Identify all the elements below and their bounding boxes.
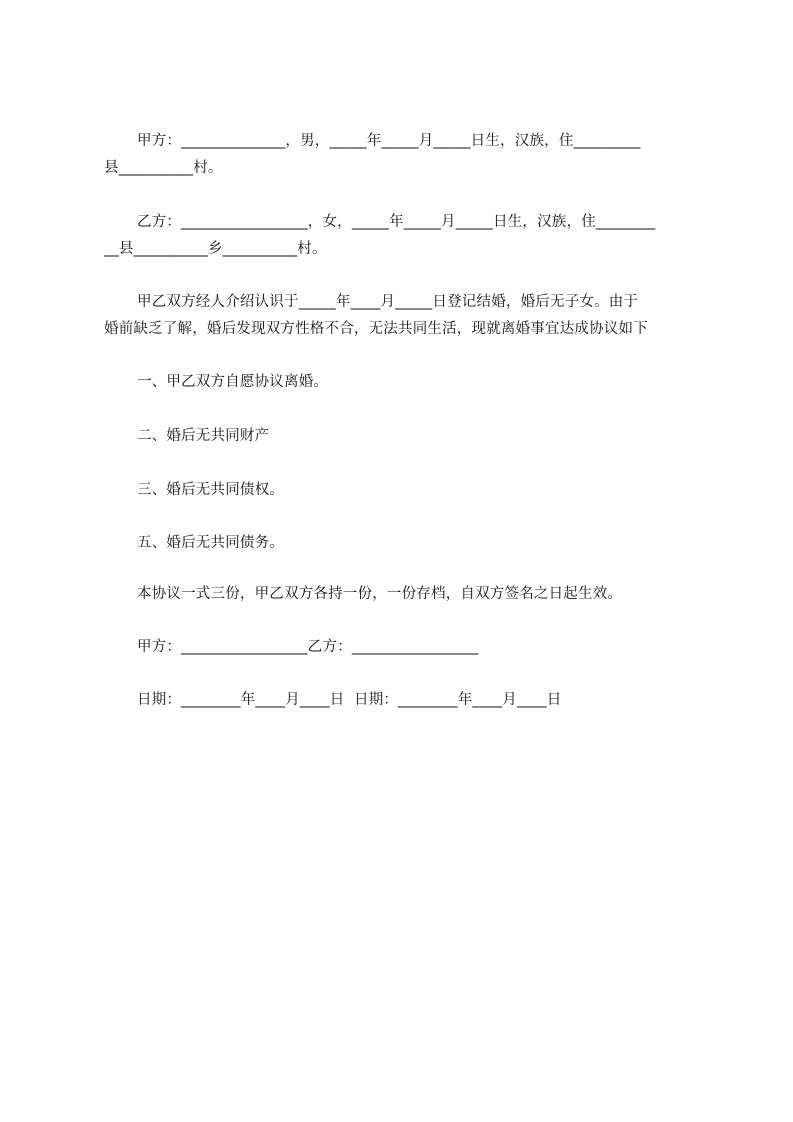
party-a-line-2: 县__________村。	[104, 160, 223, 176]
party-a-line-1: 甲方：______________，男，_____年_____月_____日生，汉族，住_________	[137, 133, 641, 149]
party-b-line-1: 乙方：_________________，女，_____年_____月_____日生，汉族，住________	[137, 214, 656, 230]
clause-1: 一、甲乙双方自愿协议离婚。	[137, 374, 329, 390]
marriage-paragraph-line-1: 甲乙双方经人介绍认识于_____年____月_____日登记结婚，婚后无子女。由于	[137, 294, 639, 310]
copies-statement: 本协议一式三份，甲乙双方各持一份，一份存档，自双方签名之日起生效。	[137, 586, 623, 602]
clause-2: 二、婚后无共同财产	[137, 428, 270, 444]
party-b-line-2: __县__________乡__________村。	[104, 241, 327, 257]
clause-5: 五、婚后无共同债务。	[137, 535, 284, 551]
signature-line: 甲方：_________________乙方：_________________	[137, 639, 479, 655]
date-line: 日期：________年____月____日 日期：________年____月____日	[137, 692, 562, 708]
marriage-paragraph-line-2: 婚前缺乏了解，婚后发现双方性格不合，无法共同生活，现就离婚事宜达成协议如下	[104, 321, 648, 337]
clause-3: 三、婚后无共同债权。	[137, 482, 284, 498]
